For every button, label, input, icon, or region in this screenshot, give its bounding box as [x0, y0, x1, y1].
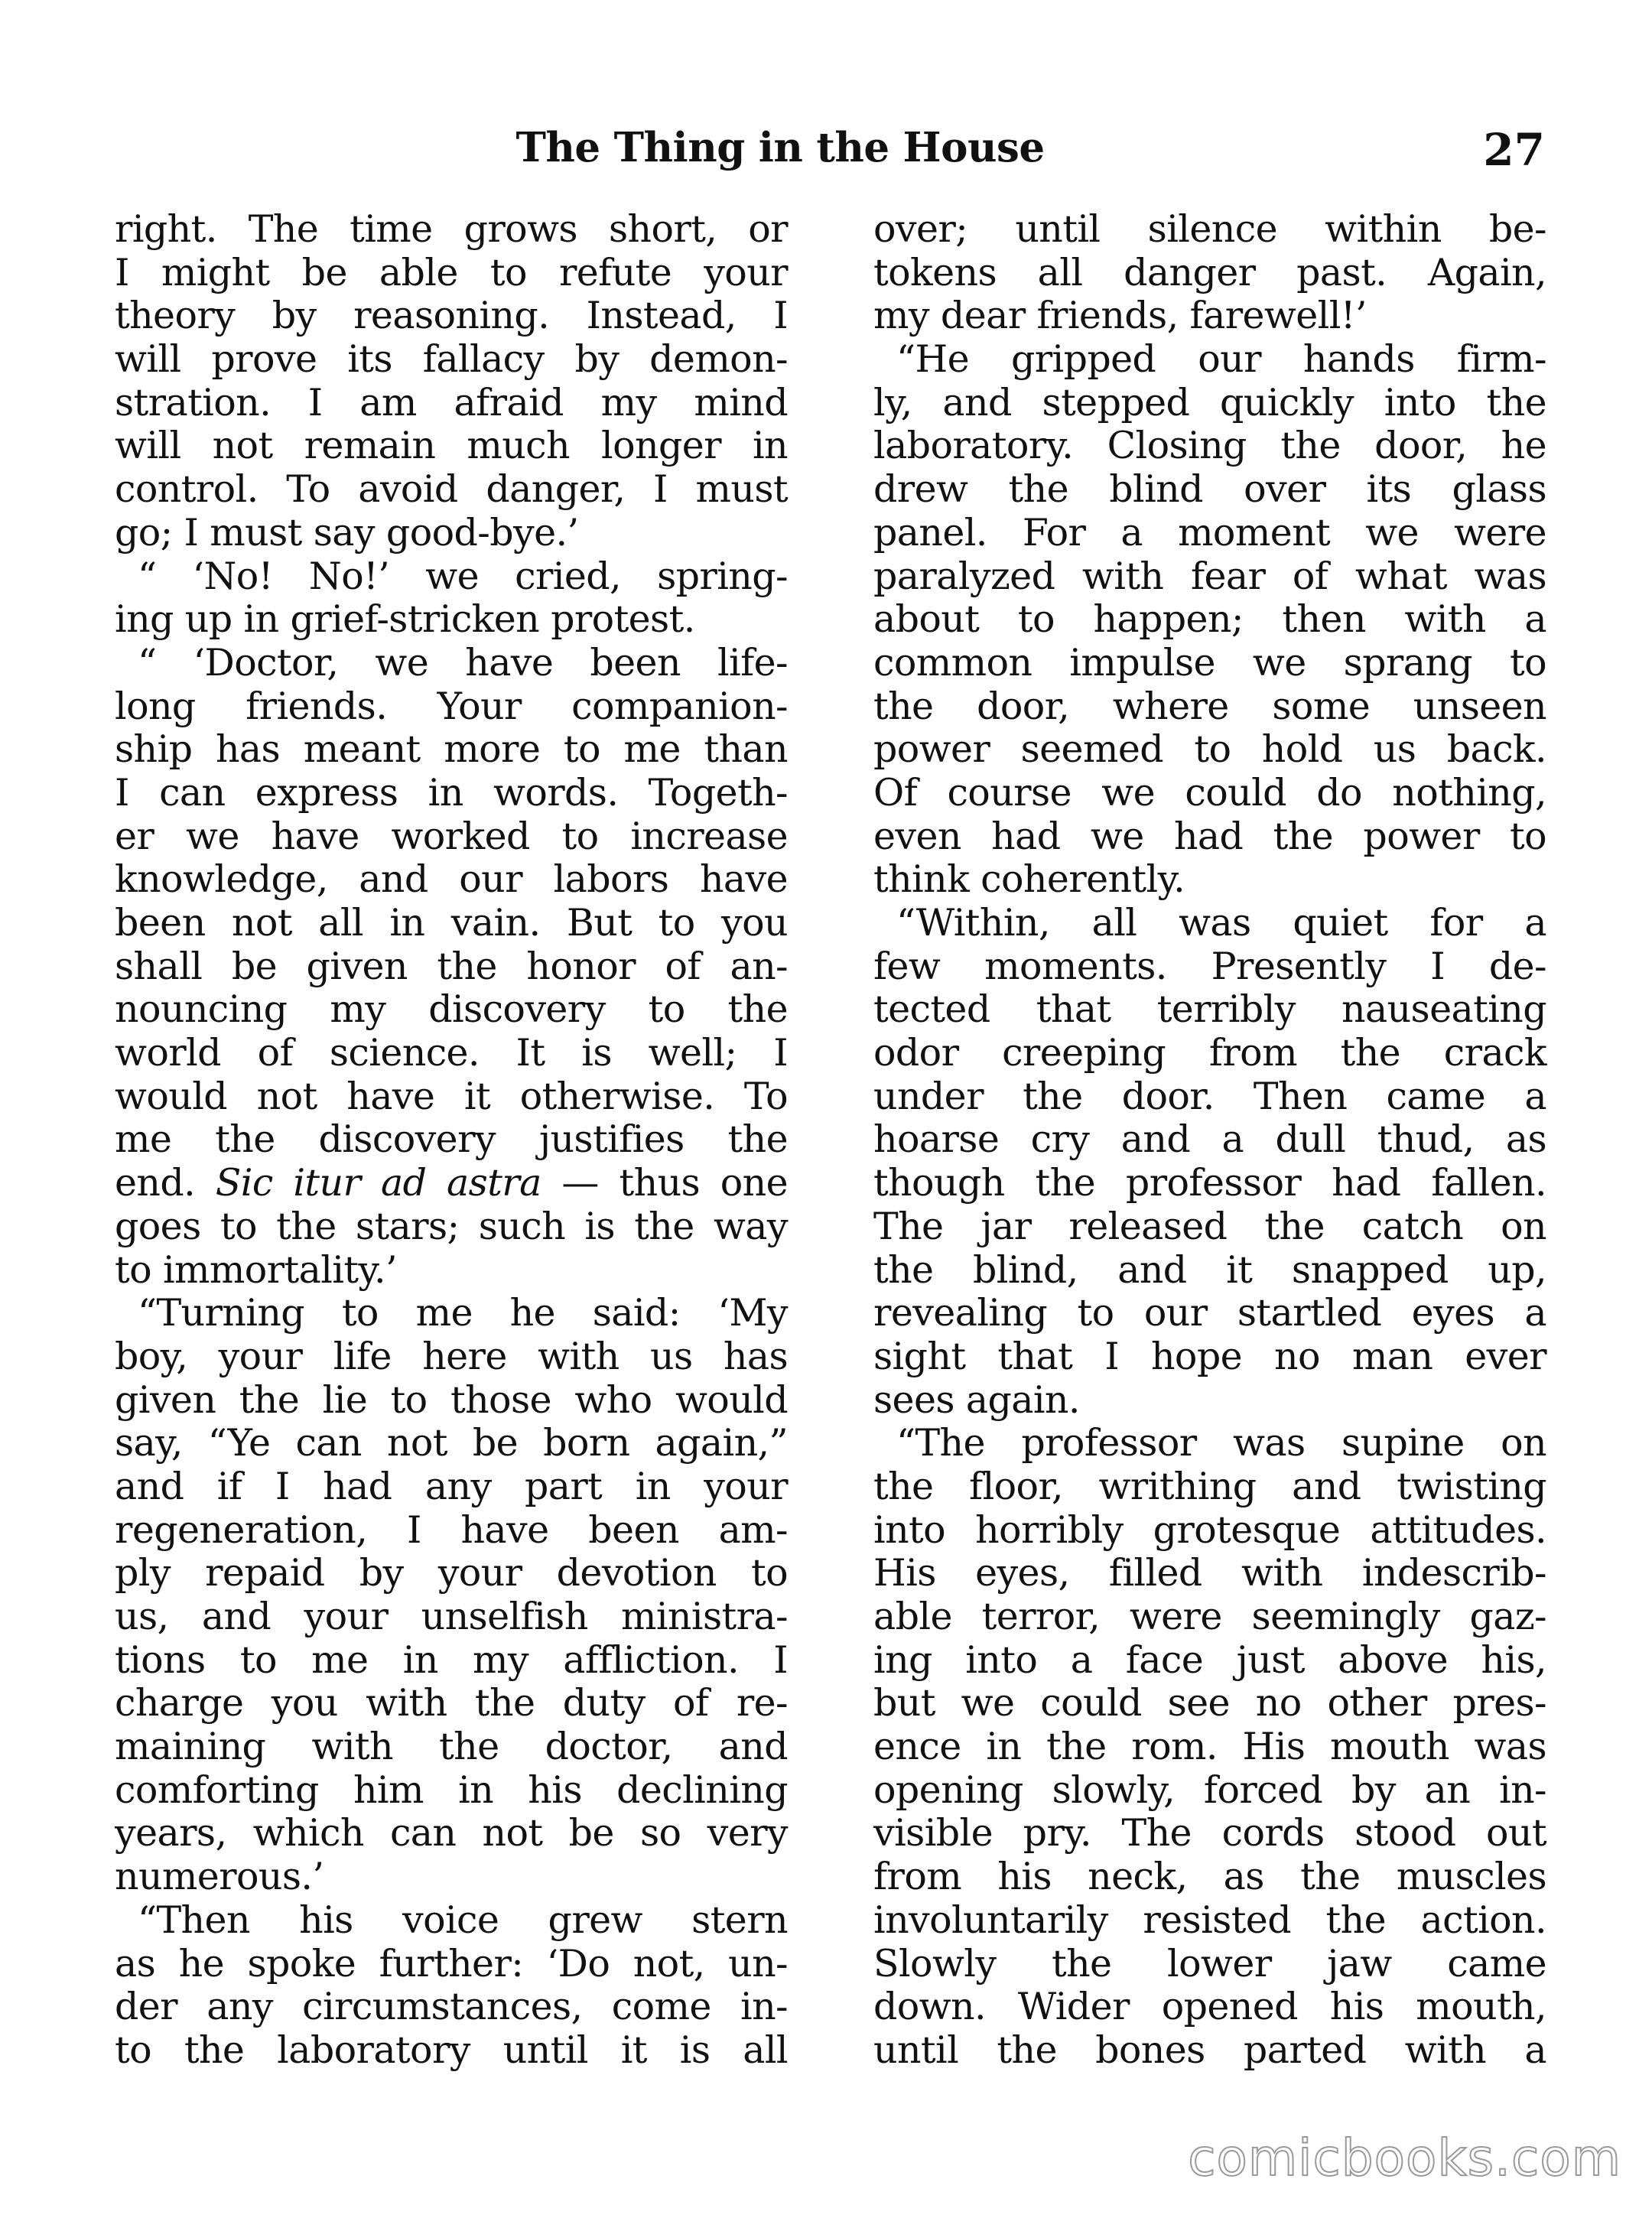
text-line: er we have worked to increase: [115, 814, 788, 858]
text-line: theory by reasoning. Instead, I: [115, 294, 788, 338]
text-line: Of course we could do nothing,: [873, 770, 1546, 815]
text-fragment: — thus one: [541, 1161, 789, 1205]
text-line: boy, your life here with us has: [115, 1334, 788, 1378]
text-line: der any circumstances, come in-: [115, 1985, 788, 2029]
text-line: from his neck, as the muscles: [873, 1855, 1546, 1899]
text-line: drew the blind over its glass: [873, 467, 1546, 512]
text-line: say, “Ye can not be born again,”: [115, 1421, 788, 1465]
text-line: tokens all danger past. Again,: [873, 250, 1546, 294]
text-line: and if I had any part in your: [115, 1464, 788, 1508]
text-line: us, and your unselfish ministra-: [115, 1595, 788, 1638]
text-line: goes to the stars; such is the way: [115, 1204, 788, 1248]
text-line: over; until silence within be-: [873, 207, 1546, 251]
text-line: opening slowly, forced by an in-: [873, 1768, 1546, 1812]
text-line: panel. For a moment we were: [873, 510, 1546, 554]
text-line: ence in the rom. His mouth was: [873, 1725, 1546, 1769]
text-line: stration. I am afraid my mind: [115, 380, 788, 424]
text-line: odor creeping from the crack: [873, 1031, 1546, 1075]
text-line: laboratory. Closing the door, he: [873, 424, 1546, 468]
text-line: “He gripped our hands firm-: [896, 337, 1546, 382]
text-line: will not remain much longer in: [115, 424, 788, 468]
text-line: tected that terribly nauseating: [873, 987, 1546, 1032]
text-line: charge you with the duty of re-: [115, 1681, 788, 1725]
text-line: regeneration, I have been am-: [115, 1507, 788, 1552]
text-line: would not have it otherwise. To: [115, 1074, 788, 1118]
text-line: the door, where some unseen: [873, 684, 1546, 728]
text-line: will prove its fallacy by demon-: [115, 337, 788, 382]
text-line: though the professor had fallen.: [873, 1161, 1546, 1205]
text-line: years, which can not be so very: [115, 1811, 788, 1855]
text-line: “The professor was supine on: [896, 1421, 1546, 1465]
text-line: paralyzed with fear of what was: [873, 554, 1546, 598]
watermark: comicbooks.com: [1188, 2129, 1621, 2187]
text-line: about to happen; then with a: [873, 597, 1546, 642]
text-line: but we could see no other pres-: [873, 1681, 1546, 1725]
text-line: Slowly the lower jaw came: [873, 1941, 1546, 1985]
text-line: to the laboratory until it is all: [115, 2028, 788, 2072]
left-text-column: [115, 208, 788, 2073]
text-line: involuntarily resisted the action.: [873, 1898, 1546, 1942]
text-line: me the discovery justifies the: [115, 1117, 788, 1162]
text-line: as he spoke further: ‘Do not, un-: [115, 1941, 788, 1985]
text-line: been not all in vain. But to you: [115, 901, 788, 945]
text-line: knowledge, and our labors have: [115, 857, 788, 902]
text-line: His eyes, filled with indescrib-: [873, 1551, 1546, 1595]
text-line: nouncing my discovery to the: [115, 987, 788, 1032]
text-line: numerous.’: [115, 1855, 324, 1899]
text-line: even had we had the power to: [873, 814, 1546, 858]
text-line: comforting him in his declining: [115, 1768, 788, 1812]
text-line: sees again.: [873, 1377, 1080, 1422]
text-line: shall be given the honor of an-: [115, 944, 788, 988]
text-fragment: end.: [115, 1161, 216, 1205]
text-line: until the bones parted with a: [873, 2028, 1546, 2072]
text-line: hoarse cry and a dull thud, as: [873, 1117, 1546, 1162]
text-line: “Within, all was quiet for a: [896, 901, 1546, 945]
text-line: ly, and stepped quickly into the: [873, 380, 1546, 424]
text-line: long friends. Your companion-: [115, 684, 788, 728]
text-line: tions to me in my affliction. I: [115, 1637, 788, 1682]
text-line: “ ‘Doctor, we have been life-: [138, 640, 788, 685]
text-line: go; I must say good-bye.’: [115, 510, 579, 554]
page-header: [115, 124, 1545, 185]
text-line: ship has meant more to me than: [115, 727, 788, 772]
text-line: few moments. Presently I de-: [873, 944, 1546, 988]
text-line: think coherently.: [873, 857, 1185, 902]
text-line: sight that I hope no man ever: [873, 1334, 1546, 1378]
text-line: given the lie to those who would: [115, 1377, 788, 1422]
text-line: to immortality.’: [115, 1247, 397, 1292]
text-line: world of science. It is well; I: [115, 1031, 788, 1075]
page-number: 27: [1483, 124, 1545, 176]
text-line: maining with the doctor, and: [115, 1725, 788, 1769]
text-line: the floor, writhing and twisting: [873, 1464, 1546, 1508]
text-line: “Turning to me he said: ‘My: [138, 1291, 788, 1335]
text-line: right. The time grows short, or: [115, 207, 788, 251]
text-line: “ ‘No! No!’ we cried, spring-: [138, 554, 788, 598]
right-text-column: [873, 208, 1546, 2073]
text-line: control. To avoid danger, I must: [115, 467, 788, 512]
text-line: down. Wider opened his mouth,: [873, 1985, 1546, 2029]
text-line: able terror, were seemingly gaz-: [873, 1595, 1546, 1638]
running-title: The Thing in the House: [515, 124, 1045, 171]
text-line: under the door. Then came a: [873, 1074, 1546, 1118]
text-line: common impulse we sprang to: [873, 640, 1546, 685]
text-line: I can express in words. Togeth-: [115, 770, 788, 815]
text-line: into horribly grotesque attitudes.: [873, 1507, 1546, 1552]
text-line: The jar released the catch on: [873, 1204, 1546, 1248]
text-line: visible pry. The cords stood out: [873, 1811, 1546, 1855]
text-line: revealing to our startled eyes a: [873, 1291, 1546, 1335]
text-line: “Then his voice grew stern: [138, 1898, 788, 1942]
text-line: power seemed to hold us back.: [873, 727, 1546, 772]
text-line: ply repaid by your devotion to: [115, 1551, 788, 1595]
text-line: my dear friends, farewell!’: [873, 294, 1367, 338]
text-line: the blind, and it snapped up,: [873, 1247, 1546, 1292]
italic-latin-phrase: Sic itur ad astra: [215, 1161, 541, 1205]
text-line: I might be able to refute your: [115, 250, 788, 294]
text-line: ing into a face just above his,: [873, 1637, 1546, 1682]
text-line: [115, 1162, 788, 1205]
text-line: ing up in grief-stricken protest.: [115, 597, 695, 642]
